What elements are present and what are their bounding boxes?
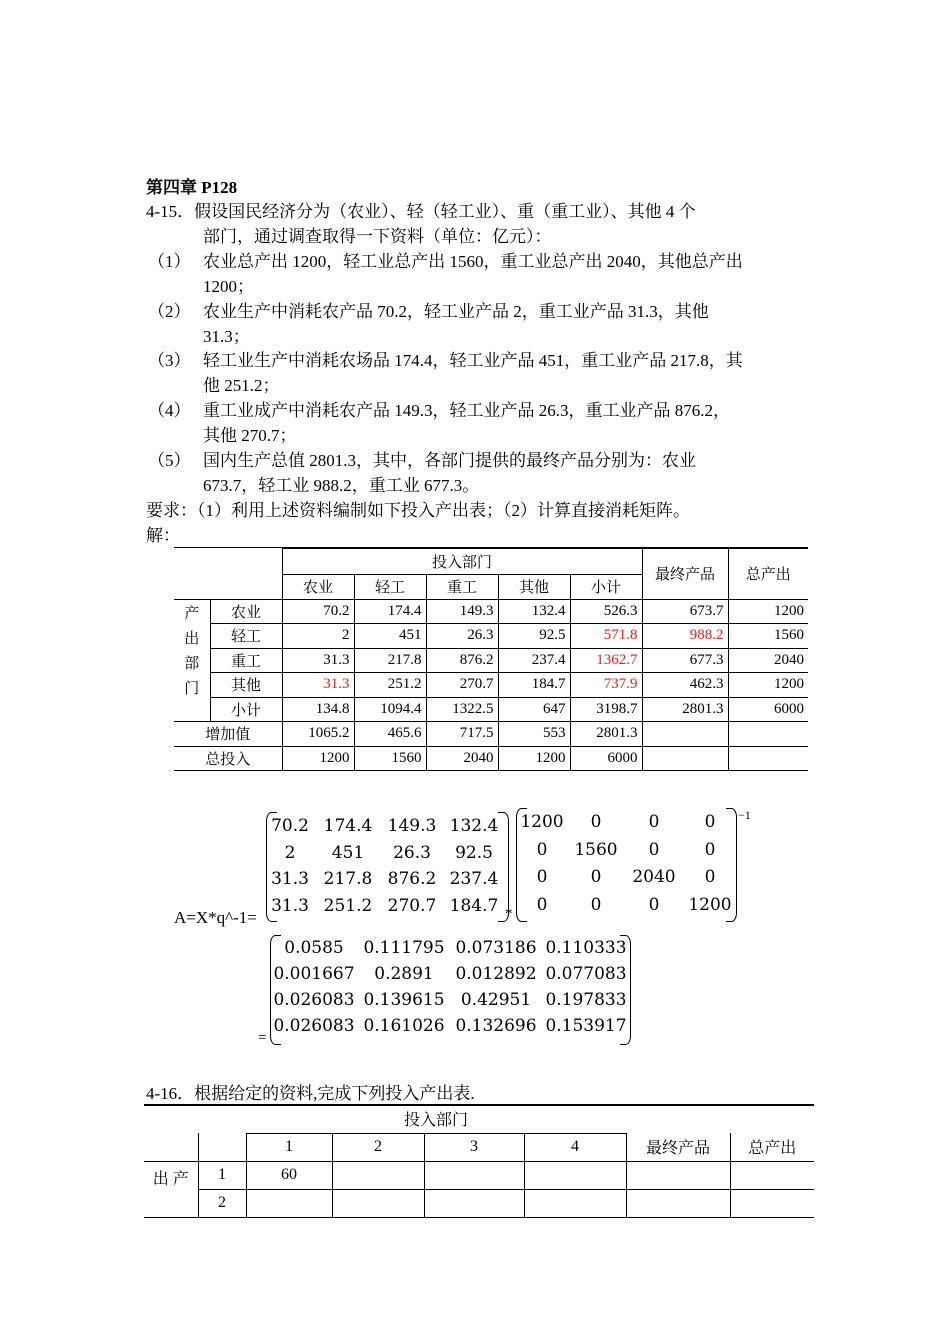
- table-cell-empty: [642, 746, 728, 771]
- matrix-entry: 0: [536, 867, 548, 887]
- matrix-x: [270, 816, 500, 920]
- row-label: 农业: [210, 599, 282, 624]
- matrix-entry: 184.7: [449, 895, 499, 916]
- matrix-entry: 0.001667: [273, 964, 355, 984]
- table-cell: 673.7: [642, 599, 728, 624]
- matrix-entry: 451: [331, 842, 365, 863]
- table-cell: 647: [498, 697, 570, 722]
- table-cell: 6000: [728, 697, 808, 722]
- item-line: 他 251.2；: [203, 376, 280, 395]
- matrix-entry: 0: [590, 894, 602, 915]
- row-label: 1: [198, 1161, 246, 1189]
- vertical-char: 产: [184, 605, 200, 622]
- table-cell: 184.7: [498, 673, 570, 698]
- times-sign: *: [505, 906, 513, 922]
- col-header: 其他: [498, 575, 570, 600]
- vertical-char: 出: [184, 630, 200, 647]
- corner-cell: [626, 1105, 730, 1133]
- table-cell: 1200: [728, 673, 808, 698]
- matrix-entry: 2040: [632, 867, 676, 887]
- table-cell: 149.3: [426, 599, 498, 624]
- table-cell: 677.3: [642, 648, 728, 673]
- col-header: 轻工: [354, 575, 426, 600]
- matrix-entry: 217.8: [323, 869, 373, 889]
- row-label: 2: [198, 1189, 246, 1217]
- table-cell: 1094.4: [354, 697, 426, 722]
- row-label: 轻工: [210, 624, 282, 649]
- table-cell-empty: [524, 1161, 626, 1189]
- matrix-entry: 237.4: [449, 869, 499, 889]
- matrix-entry: 0: [590, 812, 602, 832]
- chapter-title: 第四章 P128: [146, 178, 238, 197]
- item-line: 国内生产总值 2801.3，其中，各部门提供的最终产品分别为：农业: [203, 451, 696, 470]
- matrix-entry: 0: [704, 812, 716, 832]
- table-cell-empty: [424, 1189, 524, 1217]
- table-cell: 1322.5: [426, 697, 498, 722]
- table-cell-empty: [728, 746, 808, 771]
- matrix-entry: 0.132696: [455, 1016, 537, 1036]
- table-cell: 3198.7: [570, 697, 642, 722]
- item-line: 农业总产出 1200，轻工业总产出 1560，重工业总产出 2040，其他总产出: [203, 252, 743, 271]
- col-header: 重工: [426, 575, 498, 600]
- col-header: 1: [246, 1133, 332, 1161]
- table-cell: 70.2: [282, 599, 354, 624]
- requirement: 要求：（1）利用上述资料编制如下投入产出表；（2）计算直接消耗矩阵。: [146, 501, 690, 520]
- table-cell: 1200: [498, 746, 570, 771]
- matrix-entry: 1200: [520, 812, 564, 832]
- matrix-q: [518, 812, 734, 916]
- item-number: （4）: [148, 401, 191, 420]
- table-cell-highlighted: 1362.7: [570, 648, 642, 673]
- table-cell: 462.3: [642, 673, 728, 698]
- matrix-entry: 270.7: [387, 895, 437, 916]
- item-line: 1200；: [203, 277, 254, 296]
- matrix-entry: 0.161026: [363, 1016, 445, 1036]
- matrix-entry: 0: [590, 867, 602, 887]
- matrix-entry: 0.153917: [545, 1016, 627, 1036]
- matrix-entry: 31.3: [271, 895, 309, 916]
- matrix-entry: 26.3: [393, 842, 431, 863]
- corner-cell: [174, 549, 282, 600]
- matrix-entry: 0: [536, 894, 548, 915]
- item-line: 农业生产中消耗农产品 70.2，轻工业产品 2，重工业产品 31.3，其他: [203, 302, 709, 321]
- table-cell: 2: [282, 624, 354, 649]
- header-input-sectors: 投入部门: [246, 1105, 626, 1133]
- table-cell: 134.8: [282, 697, 354, 722]
- output-sectors-label: [174, 599, 210, 722]
- table-cell: 2040: [728, 648, 808, 673]
- problem-4-16-stem: 4-16．根据给定的资料,完成下列投入产出表.: [146, 1084, 475, 1103]
- table-cell: 465.6: [354, 722, 426, 747]
- problem-4-16-table: [144, 1105, 814, 1218]
- matrix-entry: 149.3: [387, 816, 437, 836]
- inverse-exponent: −1: [738, 808, 751, 822]
- col-header: 3: [424, 1133, 524, 1161]
- matrix-entry: 92.5: [455, 842, 493, 863]
- table-cell-empty: [332, 1189, 424, 1217]
- matrix-entry: 0.42951: [460, 990, 532, 1010]
- col-header: 小计: [570, 575, 642, 600]
- table-cell: 1560: [728, 624, 808, 649]
- problem-4-15-stem-1: 4-15．假设国民经济分为（农业）、轻（轻工业）、重（重工业）、其他 4 个: [146, 202, 696, 221]
- table-cell: 1200: [728, 599, 808, 624]
- matrix-entry: 251.2: [323, 895, 373, 916]
- table-cell: 717.5: [426, 722, 498, 747]
- output-sectors-label: 出 产: [144, 1161, 198, 1217]
- table-cell-empty: [642, 722, 728, 747]
- item-line: 31.3；: [203, 327, 250, 346]
- table-cell-highlighted: 988.2: [642, 624, 728, 649]
- table-cell: 237.4: [498, 648, 570, 673]
- vertical-char: 门: [184, 680, 200, 697]
- problem-4-15-stem-2: 部门，通过调查取得一下资料（单位：亿元）：: [203, 227, 552, 246]
- table-cell-highlighted: 571.8: [570, 624, 642, 649]
- matrix-entry: 0: [648, 839, 660, 860]
- table-cell-empty: [626, 1161, 730, 1189]
- table-cell: 6000: [570, 746, 642, 771]
- table-cell: 451: [354, 624, 426, 649]
- table-cell: [246, 1189, 332, 1217]
- table-cell: 31.3: [282, 648, 354, 673]
- corner-cell: [198, 1133, 246, 1161]
- matrix-entry: 132.4: [449, 816, 499, 836]
- matrix-entry: 0: [536, 839, 548, 860]
- col-header: 农业: [282, 575, 354, 600]
- table-cell-empty: [728, 722, 808, 747]
- table-cell-empty: [730, 1161, 814, 1189]
- matrix-entry: 0: [704, 867, 716, 887]
- table-cell: 217.8: [354, 648, 426, 673]
- vertical-char: 部: [184, 655, 200, 672]
- matrix-entry: 31.3: [271, 869, 309, 889]
- table-cell: 2040: [426, 746, 498, 771]
- table-cell-empty: [730, 1189, 814, 1217]
- table-cell-empty: [524, 1189, 626, 1217]
- matrix-entry: 0.077083: [545, 964, 627, 984]
- corner-cell: [730, 1105, 814, 1133]
- equals-sign: =: [258, 1030, 267, 1046]
- table-cell: 553: [498, 722, 570, 747]
- input-output-table: [174, 548, 808, 771]
- table-cell: 526.3: [570, 599, 642, 624]
- table-cell: 2801.3: [570, 722, 642, 747]
- matrix-a: [274, 938, 626, 1042]
- table-cell: 92.5: [498, 624, 570, 649]
- row-label: 重工: [210, 648, 282, 673]
- header-final-product: 最终产品: [626, 1133, 730, 1161]
- matrix-entry: 0.026083: [273, 1016, 355, 1036]
- col-header: 4: [524, 1133, 626, 1161]
- matrix-entry: 0: [648, 894, 660, 915]
- table-cell-empty: [626, 1189, 730, 1217]
- matrix-entry: 1200: [688, 894, 732, 915]
- header-total-output: 总产出: [728, 549, 808, 600]
- matrix-entry: 0: [648, 812, 660, 832]
- matrix-entry: 2: [284, 842, 296, 863]
- matrix-entry: 0.026083: [273, 990, 355, 1010]
- table-cell: 1065.2: [282, 722, 354, 747]
- col-header: 2: [332, 1133, 424, 1161]
- matrix-entry: 0.073186: [455, 938, 537, 958]
- table-cell-empty: [332, 1161, 424, 1189]
- corner-cell: [144, 1105, 198, 1133]
- header-input-sectors: 投入部门: [282, 549, 642, 575]
- item-number: （3）: [148, 351, 191, 370]
- table-cell: 132.4: [498, 599, 570, 624]
- formula-lhs: A=X*q^-1=: [174, 908, 257, 927]
- matrix-entry: 0.110333: [545, 938, 627, 958]
- table-cell: 1200: [282, 746, 354, 771]
- row-label: 其他: [210, 673, 282, 698]
- table-cell: 60: [246, 1161, 332, 1189]
- matrix-entry: 1560: [574, 839, 618, 860]
- corner-cell: [198, 1105, 246, 1133]
- matrix-entry: 0: [704, 839, 716, 860]
- matrix-entry: 0.139615: [363, 990, 445, 1010]
- matrix-entry: 0.197833: [545, 990, 627, 1010]
- row-label-value-added: 增加值: [174, 722, 282, 747]
- item-line: 重工业成产中消耗农产品 149.3，轻工业产品 26.3，重工业产品 876.2，: [203, 401, 730, 420]
- table-cell: 2801.3: [642, 697, 728, 722]
- matrix-entry: 0.0585: [284, 938, 344, 958]
- table-cell: 876.2: [426, 648, 498, 673]
- matrix-entry: 876.2: [387, 869, 437, 889]
- matrix-entry: 0.2891: [374, 964, 434, 984]
- item-line: 673.7，轻工业 988.2，重工业 677.3。: [203, 476, 480, 495]
- header-final-product: 最终产品: [642, 549, 728, 600]
- table-cell: 270.7: [426, 673, 498, 698]
- header-total-output: 总产出: [730, 1133, 814, 1161]
- table-cell: 1560: [354, 746, 426, 771]
- item-line: 其他 270.7；: [203, 426, 297, 445]
- matrix-entry: 0.012892: [455, 964, 537, 984]
- table-cell-empty: [424, 1161, 524, 1189]
- matrix-entry: 0.111795: [363, 938, 445, 958]
- solution-label: 解：: [146, 526, 180, 545]
- table-cell: 26.3: [426, 624, 498, 649]
- item-number: （1）: [148, 252, 191, 271]
- table-cell-highlighted: 31.3: [282, 673, 354, 698]
- item-line: 轻工业生产中消耗农场品 174.4，轻工业产品 451，重工业产品 217.8，其: [203, 351, 743, 370]
- corner-cell: [144, 1133, 198, 1161]
- row-label-total-input: 总投入: [174, 746, 282, 771]
- matrix-entry: 174.4: [323, 816, 373, 836]
- matrix-entry: 70.2: [271, 816, 309, 836]
- item-number: （2）: [148, 302, 191, 321]
- item-number: （5）: [148, 451, 191, 470]
- table-cell: 174.4: [354, 599, 426, 624]
- table-cell: 251.2: [354, 673, 426, 698]
- table-cell-highlighted: 737.9: [570, 673, 642, 698]
- row-label: 小计: [210, 697, 282, 722]
